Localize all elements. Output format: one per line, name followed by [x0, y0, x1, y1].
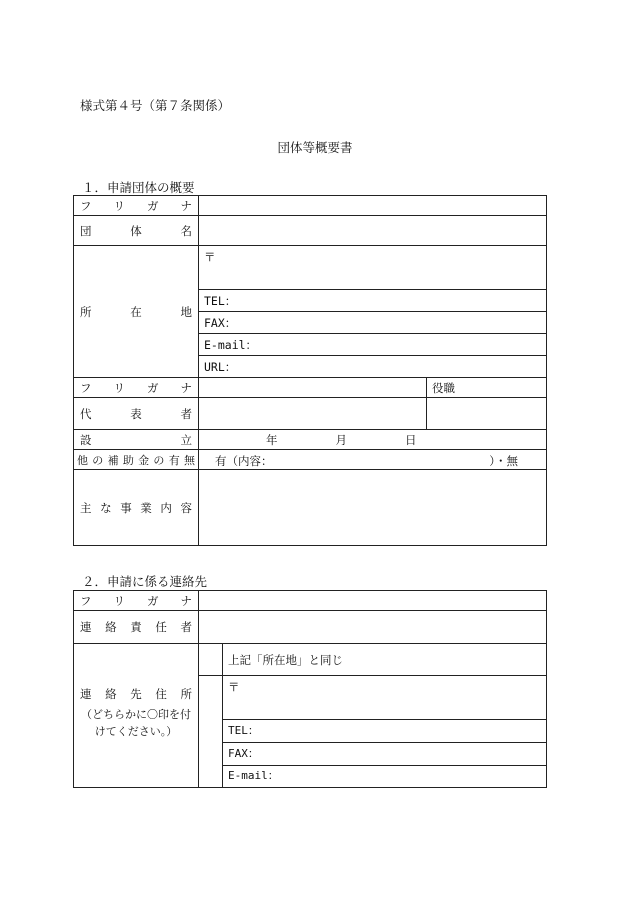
other-address-mark-cell[interactable] — [199, 676, 223, 788]
contact-furigana-label: フ リ ガ ナ — [74, 591, 199, 611]
representative-label: 代 表 者 — [74, 398, 199, 430]
contact-postal-mark: 〒 — [228, 680, 240, 694]
day-label: 日 — [405, 432, 417, 447]
postal-mark: 〒 — [204, 250, 216, 264]
contact-email-label: E-mail： — [228, 769, 279, 782]
contact-table — [73, 590, 547, 788]
contact-address-note: （どちらかに〇印を付けてください。） — [81, 708, 191, 738]
rep-furigana-row — [74, 378, 547, 398]
org-name-row — [74, 216, 547, 246]
contact-address-label: 連 絡 先 住 所 — [80, 687, 192, 701]
same-address-row — [74, 644, 547, 676]
org-furigana-field[interactable] — [199, 196, 547, 216]
org-name-field[interactable] — [199, 216, 547, 246]
subsidy-label: 他の補助金の有無 — [74, 450, 199, 470]
contact-fax-label: FAX： — [228, 747, 259, 760]
business-field[interactable] — [199, 470, 547, 546]
representative-row — [74, 398, 547, 430]
contact-address-cell — [74, 644, 199, 788]
tel-field[interactable] — [199, 290, 547, 312]
subsidy-no: ）・無 — [489, 454, 518, 468]
org-furigana-label: フ リ ガ ナ — [74, 196, 199, 216]
fax-label: FAX： — [204, 315, 237, 330]
business-row — [74, 470, 547, 546]
postal-address-field[interactable] — [199, 246, 547, 290]
position-field[interactable] — [427, 398, 547, 430]
position-label: 役職 — [427, 378, 547, 398]
contact-postal-field[interactable] — [223, 676, 546, 720]
fax-field[interactable] — [199, 312, 547, 334]
email-label: E-mail： — [204, 337, 258, 352]
url-label: URL： — [204, 359, 237, 374]
email-field[interactable] — [199, 334, 547, 356]
year-label: 年 — [266, 432, 278, 447]
established-row — [74, 430, 547, 450]
form-number-label: 様式第４号（第７条関係） — [80, 98, 231, 113]
rep-furigana-field[interactable] — [199, 378, 427, 398]
contact-person-label: 連 絡 責 任 者 — [74, 611, 199, 644]
other-address-block — [223, 676, 547, 788]
representative-field[interactable] — [199, 398, 427, 430]
contact-tel-field[interactable] — [223, 720, 546, 743]
section1-heading: １．申請団体の概要 — [82, 180, 195, 195]
contact-furigana-field[interactable] — [199, 591, 547, 611]
postal-row — [74, 246, 547, 290]
tel-label: TEL： — [204, 293, 237, 308]
contact-person-field[interactable] — [199, 611, 547, 644]
contact-fax-field[interactable] — [223, 743, 546, 766]
contact-tel-label: TEL： — [228, 724, 259, 737]
section2-heading: ２．申請に係る連絡先 — [82, 574, 208, 589]
contact-furigana-row — [74, 591, 547, 611]
established-label: 設 立 — [74, 430, 199, 450]
rep-furigana-label: フ リ ガ ナ — [74, 378, 199, 398]
url-field[interactable] — [199, 356, 547, 378]
address-label: 所 在 地 — [74, 246, 199, 378]
org-furigana-row — [74, 196, 547, 216]
contact-email-field[interactable] — [223, 766, 546, 787]
same-address-mark-cell[interactable] — [199, 644, 223, 676]
organization-overview-table — [73, 195, 547, 546]
subsidy-field[interactable] — [199, 450, 547, 470]
business-label: 主な事業内容 — [74, 470, 199, 546]
subsidy-yes: 有（内容： — [215, 454, 273, 468]
subsidy-row — [74, 450, 547, 470]
same-address-option: 上記「所在地」と同じ — [223, 644, 547, 676]
contact-person-row — [74, 611, 547, 644]
month-label: 月 — [335, 432, 347, 447]
document-title: 団体等概要書 — [277, 140, 353, 155]
established-date-field[interactable] — [199, 430, 547, 450]
org-name-label: 団 体 名 — [74, 216, 199, 246]
